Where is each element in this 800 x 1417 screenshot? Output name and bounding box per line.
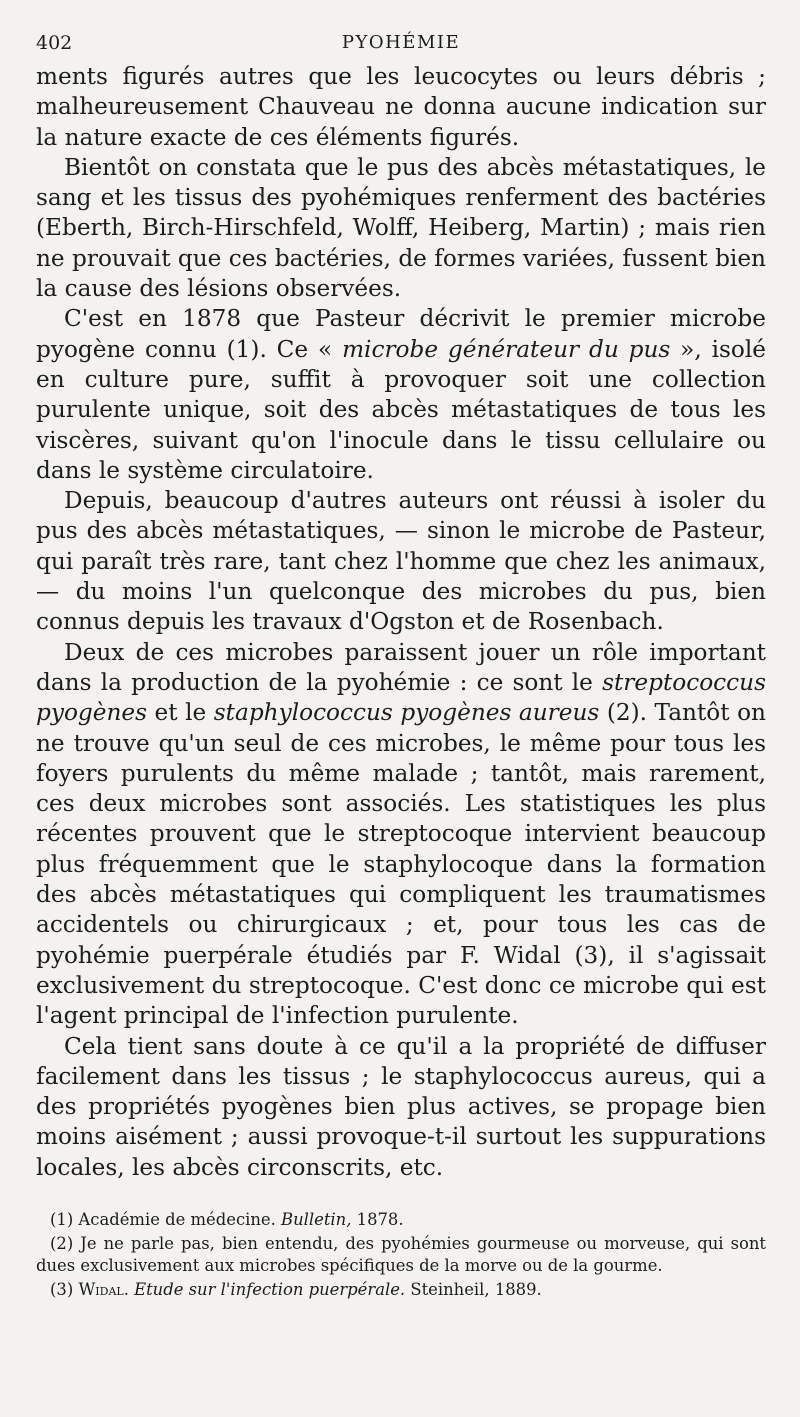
- page-number: 402: [36, 32, 73, 54]
- italic-title: Etude sur l'infection puerpérale.: [134, 1280, 406, 1300]
- paragraph-bacteries: Bientôt on constata que le pus des abcès métastatiques, le sang et les tissus des pyohémiques renferment des bactéries (Eberth, Birch-Hirschfeld, Wolff, Heiberg, Martin) ; mais rien ne prouvait que ces bactéries, de formes variées, fussent bien la cause des lésions observées.: [36, 153, 766, 303]
- footnotes: [36, 1209, 766, 1301]
- text-segment: .: [123, 1280, 135, 1300]
- page-header: [36, 28, 766, 62]
- italic-term: streptococcus pyogènes: [36, 668, 766, 727]
- footnote-2: (2) Je ne parle pas, bien entendu, des pyohémies gourmeuse ou morveuse, qui sont dues exclusivement aux microbes spécifiques de la morve ou de la gourme.: [36, 1234, 766, 1275]
- text-segment: C'est en 1878 que Pasteur décrivit le premier microbe pyogène connu (1). Ce «: [36, 305, 766, 363]
- author-name: Widal: [78, 1280, 124, 1300]
- body-text: [36, 62, 766, 1183]
- italic-term: staphylococcus pyogènes aureus: [213, 699, 600, 727]
- text-segment: Deux de ces microbes paraissent jouer un rôle important dans la production de la pyohémie : ce sont le: [36, 638, 766, 696]
- running-title: PYOHÉMIE: [341, 32, 461, 53]
- text-segment: », isolé en culture pure, suffit à provoquer soit une collection purulente unique, soit des abcès métastatiques de tous les viscères, suivant qu'on l'inocule dans le tissu cellulaire ou dans le système circulatoire.: [36, 335, 766, 484]
- text-segment: (1) Académie de médecine.: [50, 1209, 282, 1229]
- text-segment: 1878.: [351, 1209, 404, 1229]
- text-segment: Steinheil, 1889.: [405, 1280, 542, 1300]
- footnote-1: [36, 1209, 766, 1231]
- paragraph-continued: ments figurés autres que les leucocytes ou leurs débris ; malheureusement Chauveau ne donna aucune indication sur la nature exacte de ces éléments figurés.: [36, 63, 766, 151]
- footnote-3: [36, 1279, 766, 1301]
- document-page: [36, 28, 766, 1301]
- paragraph-deux-microbes: [36, 638, 766, 1032]
- text-segment: (3): [50, 1280, 79, 1300]
- text-segment: et le: [147, 699, 214, 727]
- paragraph-cela-tient: Cela tient sans doute à ce qu'il a la propriété de diffuser facilement dans les tissus ; le staphylococcus aureus, qui a des propriétés pyogènes bien plus actives, se propage bien moins aisément ; aussi provoque-t-il surtout les suppurations locales, les abcès circonscrits, etc.: [36, 1032, 766, 1181]
- italic-title: Bulletin,: [281, 1209, 352, 1229]
- paragraph-pasteur: [36, 304, 766, 486]
- text-segment: (2). Tantôt on ne trouve qu'un seul de ces microbes, le même pour tous les foyers purulents du même malade ; tantôt, mais rarement, ces deux microbes sont associés. Les statistiques les plus récentes prouvent que le streptocoque intervient beaucoup plus fréquemment que le staphylocoque dans la formation des abcès métastatiques qui compliquent les traumatismes accidentels ou chirurgicaux ; et, pour tous les cas de pyohémie puerpérale étudiés par F. Widal (3), il s'agissait exclusivement du streptocoque. C'est donc ce microbe qui est l'agent principal de l'infection purulente.: [36, 699, 766, 1030]
- italic-term: microbe générateur du pus: [342, 335, 671, 363]
- paragraph-depuis: Depuis, beaucoup d'autres auteurs ont réussi à isoler du pus des abcès métastatiques, — sinon le microbe de Pasteur, qui paraît très rare, tant chez l'homme que chez les animaux, — du moins l'un quelconque des microbes du pus, bien connus depuis les travaux d'Ogston et de Rosenbach.: [36, 487, 766, 636]
